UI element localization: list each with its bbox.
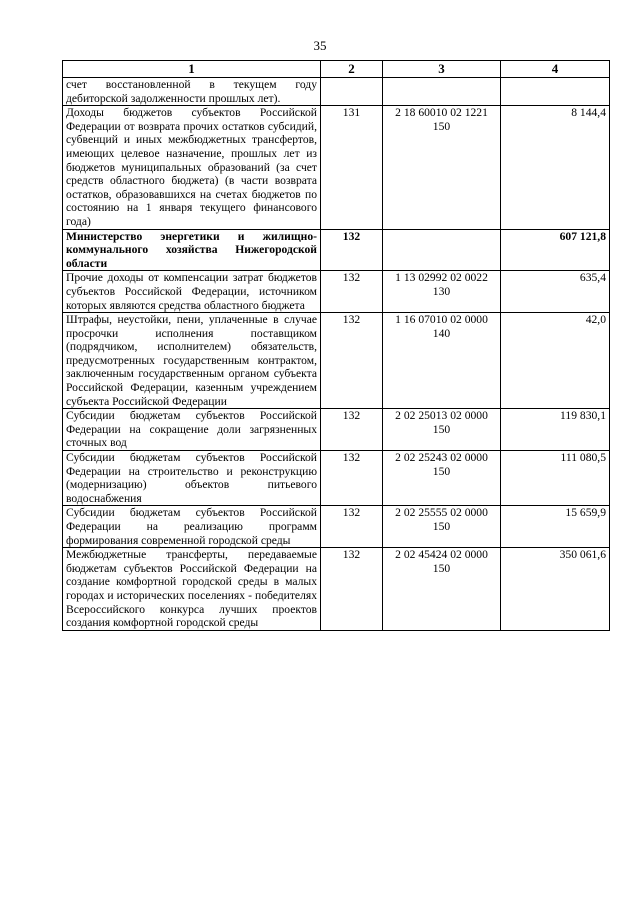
- row-description: Субсидии бюджетам субъектов Российской Федерации на строительство и реконструкцию (модернизацию) объектов питьевого водоснабжения: [63, 451, 321, 506]
- row-budget-code: 2 02 45424 02 0000 150: [383, 548, 501, 631]
- row-budget-code: 1 13 02992 02 0022 130: [383, 271, 501, 313]
- column-header-3: 3: [383, 61, 501, 78]
- row-admin-code: 132: [321, 271, 383, 313]
- row-amount: 15 659,9: [501, 506, 610, 548]
- row-budget-code: 2 02 25555 02 0000 150: [383, 506, 501, 548]
- row-admin-code: 132: [321, 229, 383, 271]
- row-admin-code: [321, 78, 383, 106]
- row-description: Министерство энергетики и жилищно-коммунального хозяйства Нижегородской области: [63, 229, 321, 271]
- table-row: [63, 229, 610, 271]
- row-amount: 111 080,5: [501, 451, 610, 506]
- row-admin-code: 132: [321, 313, 383, 409]
- row-amount: 350 061,6: [501, 548, 610, 631]
- table-row: [63, 106, 610, 229]
- row-amount: 607 121,8: [501, 229, 610, 271]
- row-budget-code: 2 02 25013 02 0000 150: [383, 409, 501, 451]
- table-row: [63, 409, 610, 451]
- row-description: Доходы бюджетов субъектов Российской Федерации от возврата прочих остатков субсидий, субвенций и иных межбюджетных трансфертов, имеющих целевое назначение, прошлых лет из бюджетов муниципальных образований (за счет средств областного бюджета) (в части возврата остатков, образовавшихся на счетах бюджетов по состоянию на 1 января текущего финансового года): [63, 106, 321, 229]
- row-budget-code: 2 18 60010 02 1221 150: [383, 106, 501, 229]
- row-amount: 119 830,1: [501, 409, 610, 451]
- row-amount: 8 144,4: [501, 106, 610, 229]
- budget-table: [62, 60, 610, 631]
- row-amount: 635,4: [501, 271, 610, 313]
- row-budget-code: [383, 229, 501, 271]
- row-description: Субсидии бюджетам субъектов Российской Федерации на реализацию программ формирования современной городской среды: [63, 506, 321, 548]
- table-row: [63, 271, 610, 313]
- table-header-row: [63, 61, 610, 78]
- page-number: 35: [313, 38, 327, 53]
- row-description: счет восстановленной в текущем году дебиторской задолженности прошлых лет).: [63, 78, 321, 106]
- row-amount: 42,0: [501, 313, 610, 409]
- row-description: Прочие доходы от компенсации затрат бюджетов субъектов Российской Федерации, источником которых являются средства областного бюджета: [63, 271, 321, 313]
- row-admin-code: 132: [321, 409, 383, 451]
- table-row: [63, 78, 610, 106]
- row-description: Субсидии бюджетам субъектов Российской Федерации на сокращение доли загрязненных сточных вод: [63, 409, 321, 451]
- row-admin-code: 131: [321, 106, 383, 229]
- column-header-1: 1: [63, 61, 321, 78]
- table-row: [63, 313, 610, 409]
- row-admin-code: 132: [321, 506, 383, 548]
- row-budget-code: 2 02 25243 02 0000 150: [383, 451, 501, 506]
- row-admin-code: 132: [321, 451, 383, 506]
- row-admin-code: 132: [321, 548, 383, 631]
- table-body: [63, 78, 610, 631]
- table-row: [63, 548, 610, 631]
- table-row: [63, 506, 610, 548]
- row-description: Штрафы, неустойки, пени, уплаченные в случае просрочки исполнения поставщиком (подрядчиком, исполнителем) обязательств, предусмотренных государственным контрактом, заключенным государственным органом субъекта Российской Федерации, казенным учреждением субъекта Российской Федерации: [63, 313, 321, 409]
- column-header-2: 2: [321, 61, 383, 78]
- row-amount: [501, 78, 610, 106]
- table-row: [63, 451, 610, 506]
- row-budget-code: [383, 78, 501, 106]
- column-header-4: 4: [501, 61, 610, 78]
- row-description: Межбюджетные трансферты, передаваемые бюджетам субъектов Российской Федерации на создание комфортной городской среды в малых городах и исторических поселениях - победителях Всероссийского конкурса лучших проектов создания комфортной городской среды: [63, 548, 321, 631]
- row-budget-code: 1 16 07010 02 0000 140: [383, 313, 501, 409]
